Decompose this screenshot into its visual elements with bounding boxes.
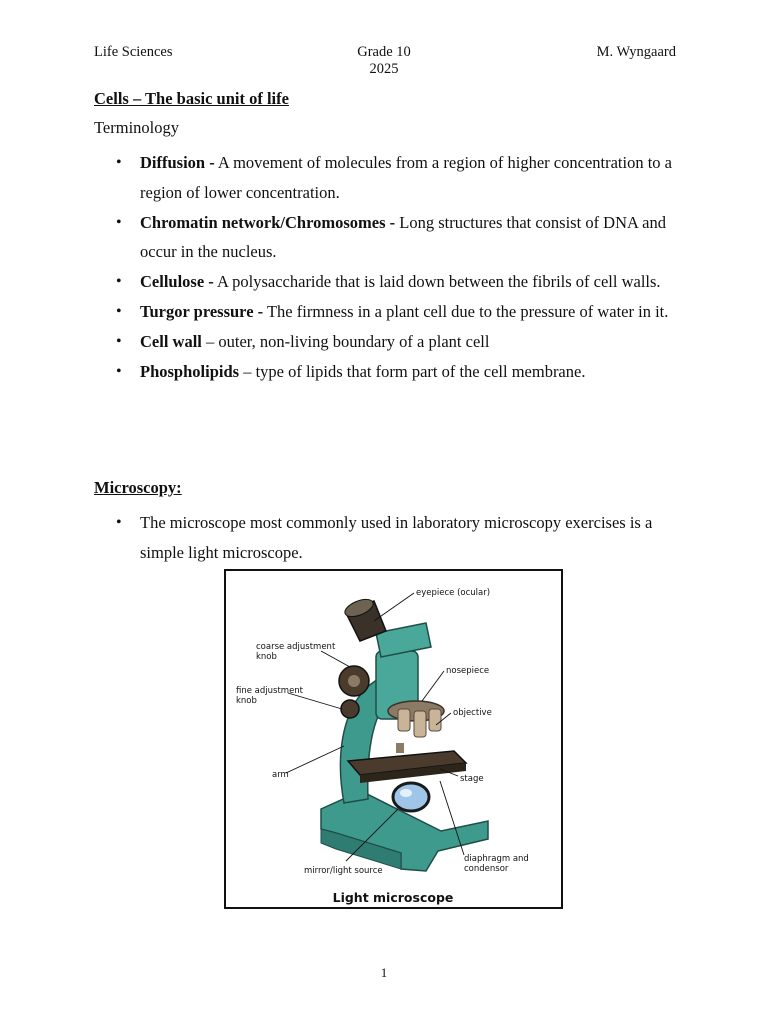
stage-clip [396,743,404,753]
term: Cell wall [140,332,202,351]
term: Turgor pressure - [140,302,264,321]
definition: Long structures that consist of DNA and occur in the nucleus. [140,212,666,261]
microscopy-list [94,508,694,568]
term: Phospholipids [140,362,240,381]
definition: A movement of molecules from a region of higher concentration to a region of lower concentration. [140,153,672,202]
section-title-microscopy: Microscopy: [94,478,182,497]
header-year-line: 2025 [369,61,399,77]
mirror-shape [393,783,429,811]
label-eyepiece: eyepiece (ocular) [416,588,491,598]
definition: – type of lipids that form part of the cell membrane. [239,362,586,381]
label-fine-2: knob [236,696,257,706]
objective-lens [429,709,441,731]
page-number: 1 [380,965,388,980]
definition: A polysaccharide that is laid down between the fibrils of cell walls. [213,272,661,291]
list-item [94,148,694,207]
bullet-icon: • [116,273,122,290]
bullet-icon: • [116,363,122,380]
list-item [94,357,694,387]
label-mirror: mirror/light source [304,866,383,876]
header-grade-line: Grade 10 [357,44,411,60]
label-diaphragm-2: condensor [464,864,509,874]
label-arm: arm [272,770,289,780]
list-item [94,208,694,267]
subtitle-terminology: Terminology [94,118,179,137]
label-fine: fine adjustment [236,686,304,696]
label-coarse: coarse adjustment [256,642,336,652]
objective-lens [398,709,410,731]
label-nosepiece: nosepiece [446,666,490,676]
bullet-icon: • [116,213,122,231]
bullet-icon: • [116,154,122,171]
coarse-knob-center [348,675,360,687]
list-item [94,327,694,357]
objective-lens [414,711,426,737]
label-objective: objective [453,708,492,718]
bullet-icon: • [116,514,122,531]
list-item [94,508,694,567]
term: Diffusion - [140,153,215,172]
term: Chromatin network/Chromosomes - [140,212,396,232]
microscope-figure [224,569,563,909]
mirror-highlight [400,789,412,797]
terminology-list [94,148,694,387]
label-stage: stage [460,774,484,784]
header-subject: Life Sciences [94,44,173,60]
label-diaphragm: diaphragm and [464,854,529,864]
header-author: M. Wyngaard [596,44,676,60]
figure-caption: Light microscope [332,890,454,905]
list-item [94,267,694,297]
list-item [94,297,694,327]
fine-knob [341,700,359,718]
bullet-icon: • [116,303,122,320]
microscope-diagram [226,571,560,906]
definition: – outer, non-living boundary of a plant cell [201,332,490,351]
term: Cellulose - [140,272,214,291]
bullet-icon: • [116,333,122,350]
section-title-cells: Cells – The basic unit of life [94,89,289,108]
definition: The firmness in a plant cell due to the pressure of water in it. [263,302,669,321]
bullet-text: The microscope most commonly used in laboratory microscopy exercises is a simple light microscope. [140,513,653,562]
label-coarse-2: knob [256,652,277,662]
